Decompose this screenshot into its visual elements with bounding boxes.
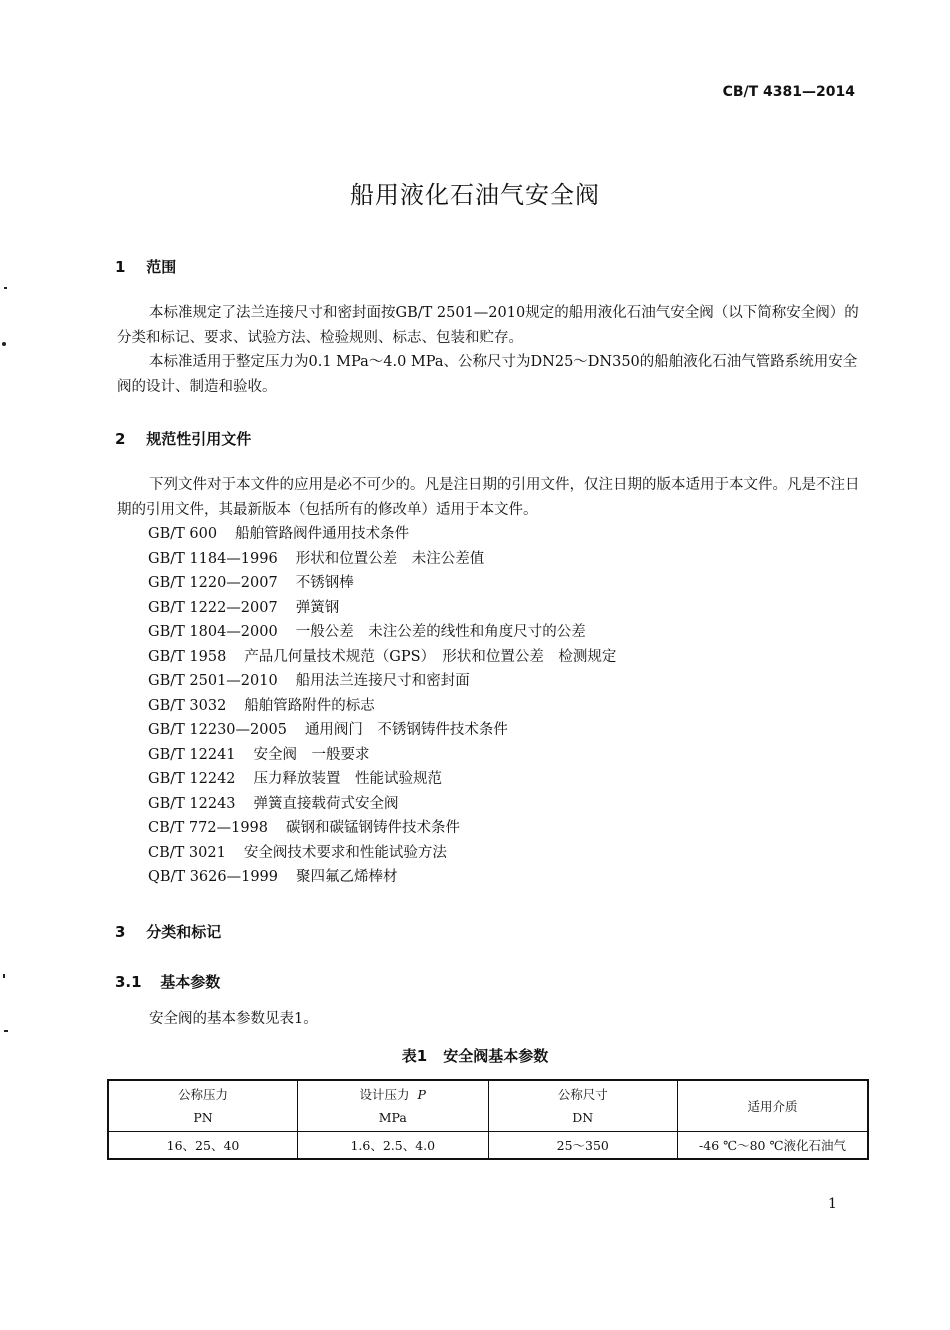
document-title: 船用液化石油气安全阀: [350, 181, 600, 209]
reference-item: [148, 841, 616, 866]
table-number: 表1: [401, 1047, 428, 1065]
section-title: 基本参数: [160, 973, 221, 991]
reference-title: 不锈钢棒: [295, 575, 354, 591]
header-label: 设计压力: [359, 1087, 410, 1102]
header-label-group: [298, 1083, 488, 1106]
cell-nominal-pressure: 16、25、40: [108, 1132, 298, 1160]
header-medium: 适用介质: [678, 1080, 869, 1132]
reference-code: GB/T 2501—2010: [148, 673, 278, 689]
header-unit: MPa: [378, 1110, 407, 1125]
reference-code: GB/T 1958: [148, 648, 227, 665]
reference-item: [148, 792, 616, 817]
reference-title: 弹簧直接载荷式安全阀: [253, 795, 399, 812]
reference-code: QB/T 3626—1999: [148, 869, 279, 885]
reference-item: [148, 547, 616, 572]
table-row: [108, 1132, 868, 1160]
reference-code: GB/T 12242: [148, 771, 236, 787]
reference-title: 聚四氟乙烯棒材: [296, 869, 398, 885]
reference-code: GB/T 12230—2005: [148, 722, 287, 738]
section-number: 2: [115, 430, 126, 448]
reference-title: 安全阀 一般要求: [253, 746, 370, 763]
section-title: 范围: [146, 258, 177, 276]
header-design-pressure: [298, 1080, 489, 1132]
reference-item: [148, 743, 616, 768]
reference-code: GB/T 3032: [148, 697, 227, 714]
cell-nominal-size: 25～350: [488, 1132, 677, 1160]
basic-params-text: 安全阀的基本参数见表1。: [149, 1011, 318, 1027]
reference-item: [148, 816, 616, 841]
scope-paragraph-1: 本标准规定了法兰连接尺寸和密封面按GB/T 2501—2010规定的船用液化石油气安全阀（以下简称安全阀）的分类和标记、要求、试验方法、检验规则、标志、包装和贮存。: [117, 305, 859, 346]
reference-code: GB/T 12243: [148, 795, 236, 812]
reference-title: 船用法兰连接尺寸和密封面: [295, 673, 470, 689]
page-number: 1: [828, 1196, 837, 1212]
scan-speck: [3, 974, 5, 978]
section-title: 分类和标记: [146, 923, 222, 941]
header-unit: DN: [572, 1110, 594, 1125]
header-nominal-size: [488, 1080, 677, 1132]
header-symbol: P: [417, 1087, 426, 1102]
references-intro: 下列文件对于本文件的应用是必不可少的。凡是注日期的引用文件，仅注日期的版本适用于本文件。凡是不注日期的引用文件，其最新版本（包括所有的修改单）适用于本文件。: [117, 477, 860, 518]
standard-code: CB/T 4381—2014: [722, 84, 855, 100]
reference-title: 压力释放装置 性能试验规范: [253, 771, 443, 787]
section-number: 3: [115, 923, 126, 941]
reference-item: [148, 767, 616, 792]
reference-title: 通用阀门 不锈钢铸件技术条件: [304, 722, 508, 738]
reference-title: 船舶管路附件的标志: [244, 697, 375, 714]
reference-title: 弹簧钢: [295, 599, 340, 616]
table-caption: [0, 1045, 950, 1066]
reference-code: GB/T 1222—2007: [148, 599, 278, 616]
header-nominal-pressure: [108, 1080, 298, 1132]
scan-speck: [4, 287, 7, 289]
reference-title: 碳钢和碳锰钢铸件技术条件: [286, 820, 460, 836]
header-label: 公称尺寸: [557, 1087, 608, 1102]
section-title: 规范性引用文件: [146, 430, 252, 448]
cell-medium: -46 ℃～80 ℃液化石油气: [678, 1132, 869, 1160]
reference-code: GB/T 12241: [148, 746, 236, 763]
reference-code: CB/T 3021: [148, 844, 226, 861]
scope-paragraph-2: 本标准适用于整定压力为0.1 MPa～4.0 MPa、公称尺寸为DN25～DN350的船舶液化石油气管路系统用安全阀的设计、制造和验收。: [117, 354, 858, 395]
reference-item: [148, 694, 616, 719]
reference-title: 形状和位置公差 未注公差值: [295, 550, 485, 567]
section-number: 3.1: [115, 973, 142, 991]
header-label: 公称压力: [177, 1087, 228, 1102]
reference-list: [148, 522, 616, 890]
section-number: 1: [115, 258, 126, 276]
section-scope-heading: [115, 256, 176, 277]
scan-speck: [4, 1030, 8, 1032]
scan-speck: [2, 342, 6, 346]
cell-design-pressure: 1.6、2.5、4.0: [298, 1132, 489, 1160]
reference-title: 船舶管路阀件通用技术条件: [235, 526, 410, 542]
reference-item: [148, 522, 616, 547]
reference-item: [148, 596, 616, 621]
reference-item: [148, 865, 616, 890]
reference-item: [148, 645, 616, 670]
table-title: 安全阀基本参数: [443, 1047, 549, 1065]
reference-title: 安全阀技术要求和性能试验方法: [243, 844, 447, 861]
reference-code: GB/T 600: [148, 526, 218, 542]
reference-code: GB/T 1184—1996: [148, 550, 278, 567]
reference-title: 产品几何量技术规范（GPS） 形状和位置公差 检测规定: [244, 648, 617, 665]
reference-item: [148, 669, 616, 694]
reference-item: [148, 571, 616, 596]
basic-parameters-table: [107, 1079, 869, 1160]
reference-title: 一般公差 未注公差的线性和角度尺寸的公差: [295, 624, 586, 640]
table-header-row: [108, 1080, 868, 1132]
header-unit: PN: [193, 1110, 213, 1125]
section-references-heading: [115, 428, 251, 449]
reference-item: [148, 620, 616, 645]
reference-code: CB/T 772—1998: [148, 820, 268, 836]
reference-code: GB/T 1220—2007: [148, 575, 278, 591]
section-classification-heading: [115, 921, 221, 942]
subsection-basic-params-heading: [115, 971, 220, 992]
reference-item: [148, 718, 616, 743]
reference-code: GB/T 1804—2000: [148, 624, 278, 640]
